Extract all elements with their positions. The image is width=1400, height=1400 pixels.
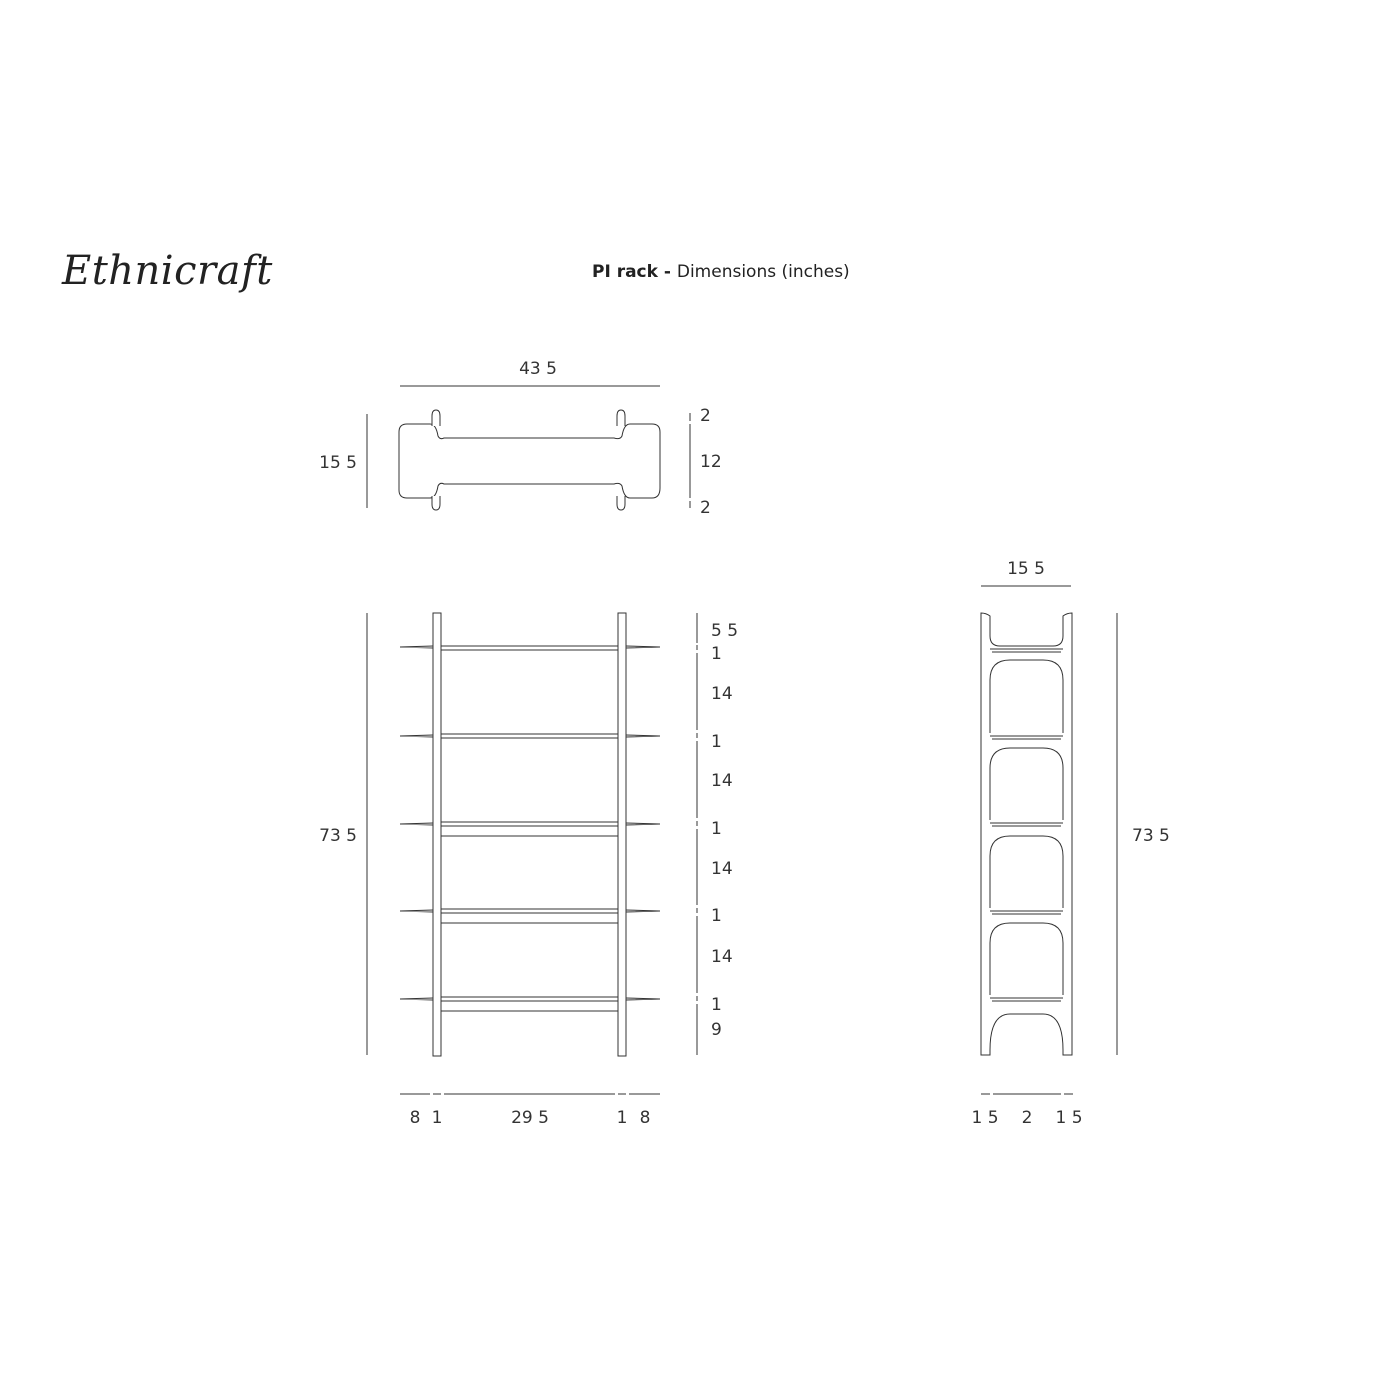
top-view <box>319 359 722 518</box>
front-vertical-label-3: 14 <box>711 684 733 704</box>
side-opening-3 <box>990 836 1063 908</box>
front-bottom-label-1: 8 <box>409 1108 421 1128</box>
top-shelf-outline <box>399 424 660 498</box>
top-depth-label: 15 5 <box>319 453 357 473</box>
front-vertical-label-7: 14 <box>711 859 733 879</box>
front-left-post <box>433 613 441 1056</box>
front-right-post <box>618 613 626 1056</box>
side-shelf-edges <box>990 649 1063 1001</box>
top-side-label-1: 2 <box>700 406 711 426</box>
front-vertical-label-6: 1 <box>711 819 722 839</box>
front-height-label: 73 5 <box>319 826 357 846</box>
front-view <box>319 613 738 1128</box>
front-vertical-label-11: 9 <box>711 1020 722 1040</box>
top-post-back-right <box>617 496 625 510</box>
front-vertical-label-8: 1 <box>711 906 722 926</box>
side-opening-4 <box>990 923 1063 995</box>
front-bottom-label-2: 1 <box>431 1108 443 1128</box>
top-side-label-3: 2 <box>700 498 711 518</box>
ethnicraft-logo: Ethnicraft <box>62 248 273 294</box>
top-side-label-2: 12 <box>700 452 722 472</box>
front-bottom-label-4: 1 <box>616 1108 628 1128</box>
side-height-label: 73 5 <box>1132 826 1170 846</box>
side-bottom-label-3: 1 5 <box>1055 1108 1083 1128</box>
front-vertical-label-10: 1 <box>711 995 722 1015</box>
front-vertical-label-1: 5 5 <box>711 621 739 641</box>
top-width-label: 43 5 <box>519 359 557 379</box>
front-vertical-label-2: 1 <box>711 644 722 664</box>
front-vertical-label-9: 14 <box>711 947 733 967</box>
front-vertical-label-4: 1 <box>711 732 722 752</box>
side-frame-outline <box>981 613 1072 1055</box>
top-post-back-left <box>432 496 440 510</box>
top-post-front-right <box>617 410 625 426</box>
side-view <box>971 559 1169 1128</box>
side-opening-1 <box>990 660 1063 733</box>
product-name: PI rack <box>592 262 658 282</box>
front-bottom-label-3: 29 5 <box>511 1108 549 1128</box>
front-bottom-label-5: 8 <box>639 1108 651 1128</box>
top-post-front-left <box>432 410 440 426</box>
title-separator: - <box>657 262 677 282</box>
side-opening-2 <box>990 748 1063 820</box>
side-depth-label: 15 5 <box>1007 559 1045 579</box>
side-bottom-label-1: 1 5 <box>971 1108 999 1128</box>
front-vertical-label-5: 14 <box>711 771 733 791</box>
title-subtitle: Dimensions (inches) <box>676 262 850 282</box>
side-bottom-label-2: 2 <box>1021 1108 1033 1128</box>
